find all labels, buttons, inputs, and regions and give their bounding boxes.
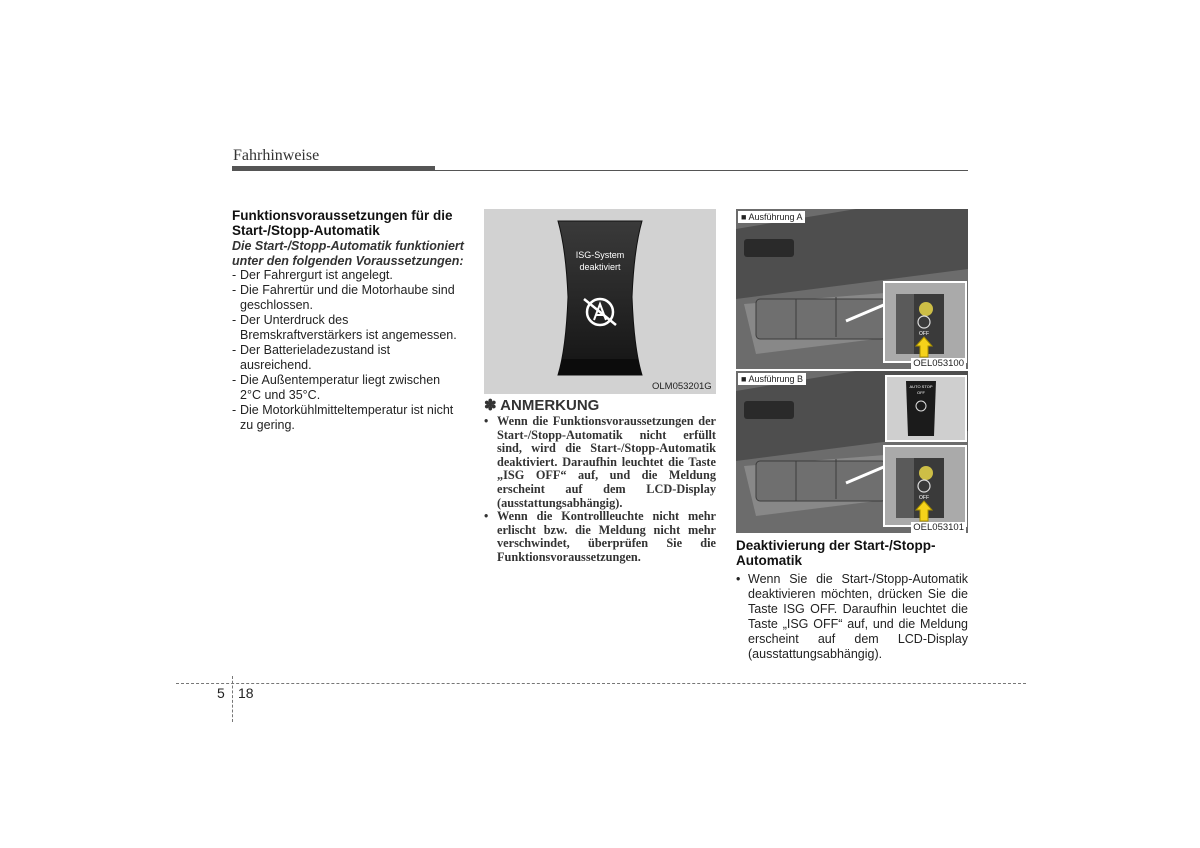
right-column xyxy=(736,538,968,662)
display-line1: ISG-System xyxy=(575,250,625,260)
version-b-button-text: OFF xyxy=(919,495,929,501)
note-body xyxy=(484,415,716,565)
version-a-label: ■ Ausführung A xyxy=(738,211,805,223)
footer-rule xyxy=(176,683,1026,684)
switch-label-1: AUTO STOP xyxy=(909,384,933,389)
note-title: ✽ ANMERKUNG xyxy=(484,397,600,414)
list-item: - Die Außentemperatur liegt zwischen 2°C und 35°C. xyxy=(232,373,464,403)
display-line2: deaktiviert xyxy=(579,262,621,272)
page-number: 18 xyxy=(238,685,254,701)
version-b-label: ■ Ausführung B xyxy=(738,373,806,385)
figure-code: OEL053100 xyxy=(913,358,964,369)
list-item: - Der Fahrergurt ist angelegt. xyxy=(232,268,464,283)
isg-display-illustration xyxy=(484,209,716,394)
section-title: Fahrhinweise xyxy=(233,147,320,164)
list-item: - Die Motorkühlmitteltemperatur ist nicht zu gering. xyxy=(232,403,464,433)
note-bullet: • Wenn die Kontrollleuchte nicht mehr erlischt bzw. die Meldung nicht mehr verschwindet, überprüfen Sie die Funktionsvoraussetzungen. xyxy=(484,510,716,564)
version-a-figure xyxy=(736,209,968,369)
header-rule-thick xyxy=(232,166,435,171)
chapter-number: 5 xyxy=(217,685,225,701)
conditions-list xyxy=(232,268,464,433)
version-b-figure xyxy=(736,371,968,533)
note-bullet: • Wenn die Funktionsvoraussetzungen der Start-/Stopp-Automatik nicht erfüllt sind, wird die Start-/Stopp-Automatik deaktiviert. Daraufhin leuchtet die Taste „ISG OFF“ auf, und die Meldung erscheint auf dem LCD-Display (ausstattungsabhängig). xyxy=(484,415,716,510)
list-item: - Der Unterdruck des Bremskraftverstärkers ist angemessen. xyxy=(232,313,464,343)
figure-code: OLM053201G xyxy=(652,381,712,392)
version-b-photo xyxy=(736,371,968,533)
isg-display-figure xyxy=(484,209,716,394)
version-a-button-text: OFF xyxy=(919,331,929,337)
list-item: - Der Batterieladezustand ist ausreichend. xyxy=(232,343,464,373)
figure-code: OEL053101 xyxy=(913,522,964,533)
left-column xyxy=(232,208,464,433)
deactivation-heading: Deaktivierung der Start-/Stopp-Automatik xyxy=(736,538,936,568)
conditions-heading: Funktionsvoraussetzungen für die Start-/Stopp-Automatik xyxy=(232,208,453,238)
switch-label-2: OFF xyxy=(917,390,925,395)
conditions-intro: Die Start-/Stopp-Automatik funktioniert unter den folgenden Voraussetzungen: xyxy=(232,239,464,268)
version-a-photo xyxy=(736,209,968,369)
deactivation-bullet: • Wenn Sie die Start-/Stopp-Automatik deaktivieren möchten, drücken Sie die Taste ISG OFF. Daraufhin leuchtet die Taste „ISG OFF“ auf, und die Meldung erscheint auf dem LCD-Display (ausstattungsabhängig). xyxy=(736,572,968,662)
list-item: - Die Fahrertür und die Motorhaube sind geschlossen. xyxy=(232,283,464,313)
footer-divider xyxy=(232,676,233,722)
header-rule-thin xyxy=(435,170,968,171)
